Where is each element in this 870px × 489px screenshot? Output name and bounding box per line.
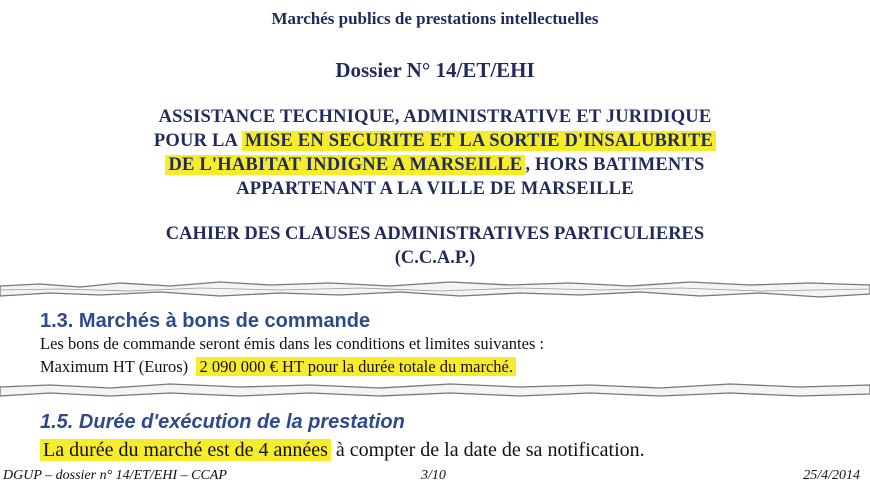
footer-date: 25/4/2014 — [803, 468, 860, 483]
footer-page-number: 3/10 — [421, 468, 446, 483]
ccap-title — [0, 222, 870, 270]
maximum-label: Maximum HT (Euros) — [40, 357, 189, 376]
title-line-1: ASSISTANCE TECHNIQUE, ADMINISTRATIVE ET JURIDIQUE — [158, 107, 712, 127]
ccap-line-2: (C.C.A.P.) — [394, 248, 476, 268]
title-line-3 — [0, 153, 870, 177]
section-1-5-heading: 1.5. Durée d'exécution de la prestation — [40, 411, 405, 433]
section-1-3-text: Les bons de commande seront émis dans les conditions et limites suivantes : — [40, 334, 545, 353]
ccap-line-1: CAHIER DES CLAUSES ADMINISTRATIVES PARTICULIERES — [165, 224, 705, 244]
section-1-5-text — [40, 439, 645, 462]
page-footer — [0, 467, 870, 489]
document-title — [0, 105, 870, 201]
title-line-3-suffix: , HORS BATIMENTS — [525, 155, 705, 175]
torn-paper-divider — [0, 274, 870, 308]
title-line-2-prefix: POUR LA — [153, 131, 242, 151]
section-1-3-maximum — [40, 357, 516, 377]
title-highlight-1: MISE EN SECURITE ET LA SORTIE D'INSALUBRITE — [242, 131, 716, 151]
torn-paper-divider — [0, 379, 870, 405]
maximum-amount-highlight: 2 090 000 € HT pour la durée totale du marché. — [196, 357, 516, 376]
footer-reference: DGUP – dossier n° 14/ET/EHI – CCAP — [3, 468, 227, 483]
dossier-number: Dossier N° 14/ET/EHI — [335, 58, 535, 82]
title-highlight-2: DE L'HABITAT INDIGNE A MARSEILLE — [165, 155, 525, 175]
duration-highlight: La durée du marché est de 4 années — [40, 439, 331, 461]
document-subtitle: Marchés publics de prestations intellectuelles — [271, 9, 599, 28]
section-1-3-heading: 1.3. Marchés à bons de commande — [40, 310, 371, 332]
duration-suffix: à compter de la date de sa notification. — [330, 439, 645, 461]
title-line-2 — [0, 129, 870, 153]
title-line-4: APPARTENANT A LA VILLE DE MARSEILLE — [236, 179, 634, 199]
